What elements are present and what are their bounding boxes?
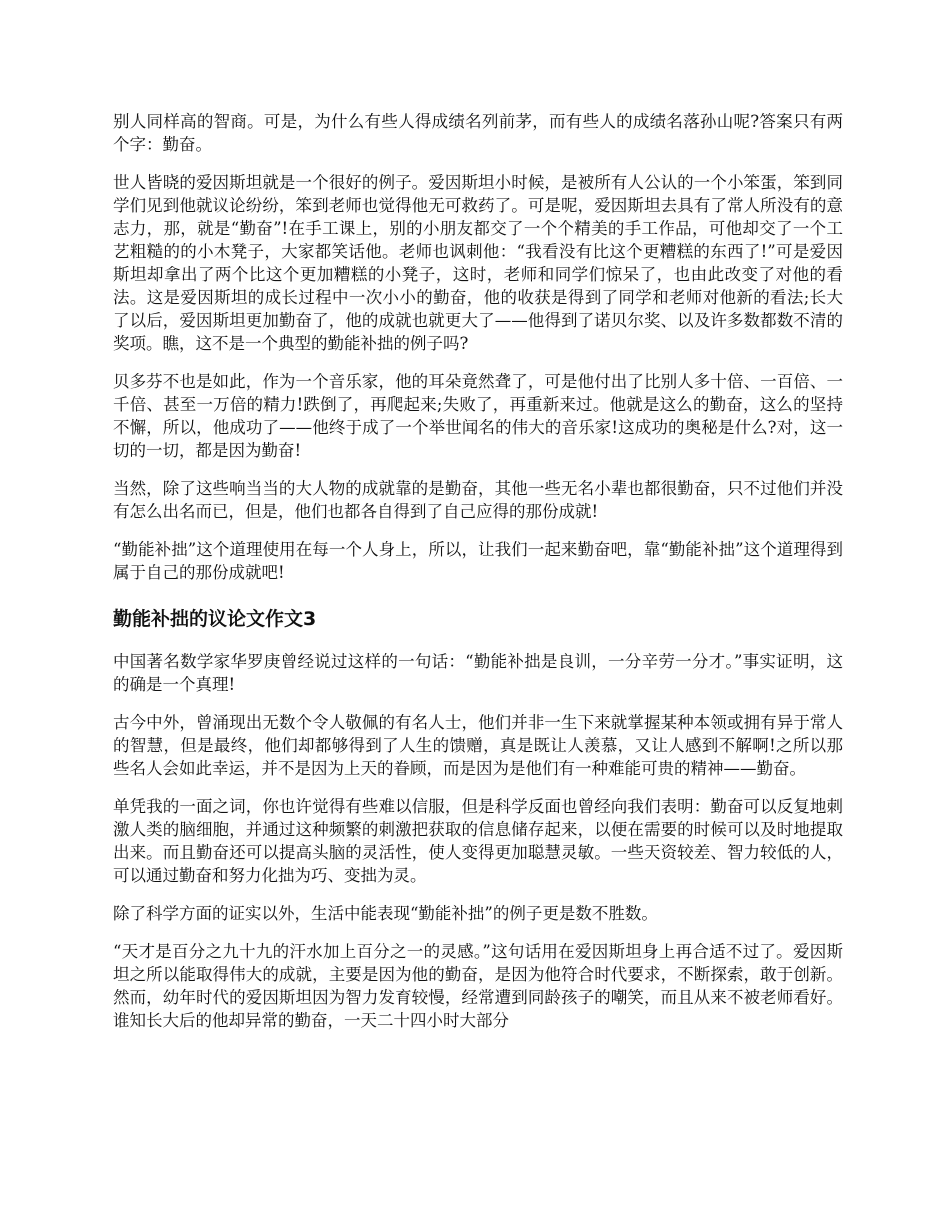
- paragraph-science-evidence: 单凭我的一面之词，你也许觉得有些难以信服，但是科学反面也曾经向我们表明：勤奋可以反复地刺激人类的脑细胞，并通过这种频繁的刺激把获取的信息储存起来，以便在需要的时候可以及时地提取出来。而且勤奋还可以提高头脑的灵活性，使人变得更加聪慧灵敏。一些天资较差、智力较低的人，可以通过勤奋和努力化拙为巧、变拙为灵。: [113, 797, 843, 885]
- section-heading: 勤能补拙的议论文作文3: [113, 608, 317, 630]
- paragraph-beethoven-example: 贝多芬不也是如此，作为一个音乐家，他的耳朵竟然聋了，可是他付出了比别人多十倍、一百倍、一千倍、甚至一万倍的精力!跌倒了，再爬起来;失败了，再重新来过。他就是这么的勤奋，这么的坚持不懈，所以，他成功了——他终于成了一个举世闻名的伟大的音乐家!这成功的奥秘是什么?对，这一切的一切，都是因为勤奋!: [113, 372, 843, 460]
- paragraph-life-examples: 除了科学方面的证实以外，生活中能表现“勤能补拙”的例子更是数不胜数。: [113, 904, 658, 923]
- paragraph-genius-quote: “天才是百分之九十九的汗水加上百分之一的灵感。”这句话用在爱因斯坦身上再合适不过了。爱因斯坦之所以能取得伟大的成就，主要是因为他的勤奋，是因为他符合时代要求，不断探索，敢于创新。然而，幼年时代的爱因斯坦因为智力发育较慢，经常遭到同龄孩子的嘲笑，而且从来不被老师看好。谁知长大后的他却异常的勤奋，一天二十四小时大部分: [113, 942, 843, 1030]
- paragraph-intelligence-question: 别人同样高的智商。可是，为什么有些人得成绩名列前茅，而有些人的成绩名落孙山呢?答案只有两个字：勤奋。: [113, 112, 843, 154]
- paragraph-unknown-people: 当然，除了这些响当当的大人物的成就靠的是勤奋，其他一些无名小辈也都很勤奋，只不过他们并没有怎么出名而已，但是，他们也都各自得到了自己应得的那份成就!: [113, 479, 843, 521]
- paragraph-famous-people: 古今中外，曾涌现出无数个令人敬佩的有名人士，他们并非一生下来就掌握某种本领或拥有异于常人的智慧，但是最终，他们却都够得到了人生的馈赠，真是既让人羡慕，又让人感到不解啊!之所以那些名人会如此幸运，并不是因为上天的眷顾，而是因为是他们有一种难能可贵的精神——勤奋。: [113, 713, 843, 778]
- paragraph-einstein-example: 世人皆晓的爱因斯坦就是一个很好的例子。爱因斯坦小时候，是被所有人公认的一个小笨蛋，笨到同学们见到他就议论纷纷，笨到老师也觉得他无可救药了。可是呢，爱因斯坦去具有了常人所没有的意志力，那，就是“勤奋”!在手工课上，别的小朋友都交了一个个精美的手工作品，可他却交了一个工艺粗糙的的小木凳子，大家都笑话他。老师也讽刺他：“我看没有比这个更糟糕的东西了!”可是爱因斯坦却拿出了两个比这个更加糟糕的小凳子，这时，老师和同学们惊呆了，也由此改变了对他的看法。这是爱因斯坦的成长过程中一次小小的勤奋，他的收获是得到了同学和老师对他新的看法;长大了以后，爱因斯坦更加勤奋了，他的成就也就更大了——他得到了诺贝尔奖、以及许多数都数不清的奖项。瞧，这不是一个典型的勤能补拙的例子吗?: [113, 173, 843, 353]
- document-page: [113, 110, 843, 1047]
- paragraph-conclusion: “勤能补拙”这个道理使用在每一个人身上，所以，让我们一起来勤奋吧，靠“勤能补拙”这个道理得到属于自己的那份成就吧!: [113, 540, 843, 582]
- paragraph-hua-luogeng-quote: 中国著名数学家华罗庚曾经说过这样的一句话：“勤能补拙是良训，一分辛劳一分才。”事实证明，这的确是一个真理!: [113, 652, 843, 694]
